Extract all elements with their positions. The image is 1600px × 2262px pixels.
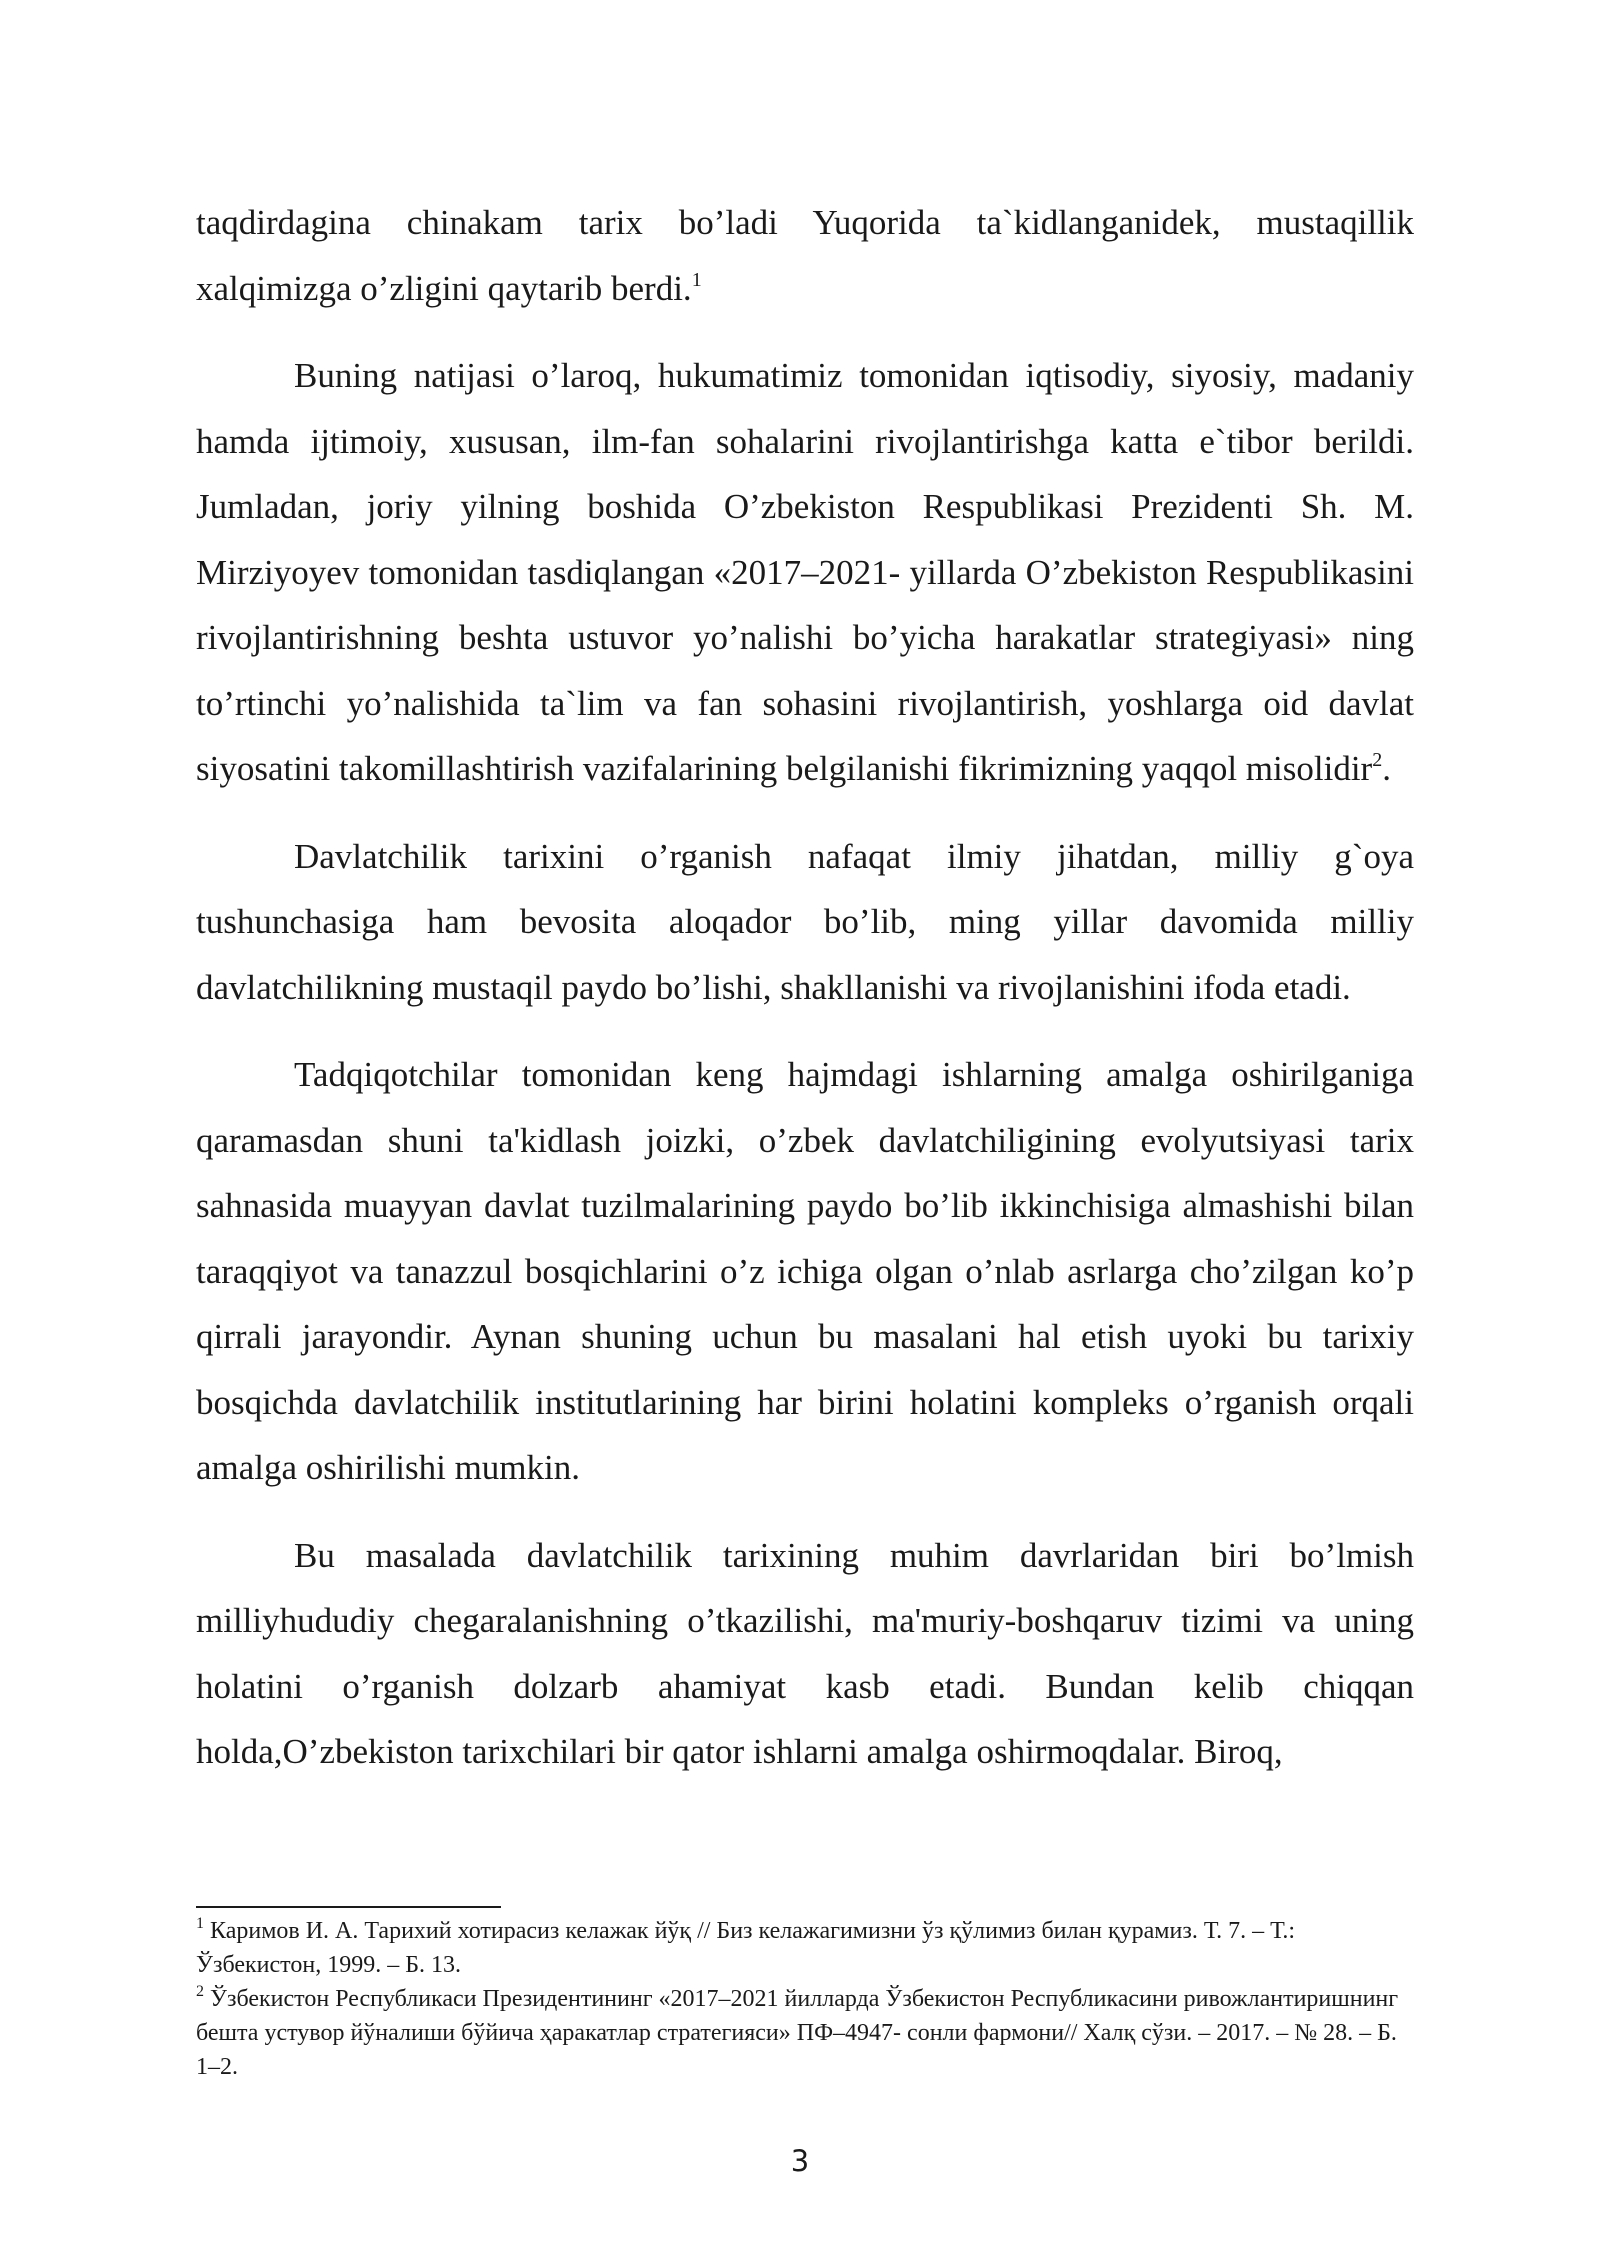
paragraph-1-text: taqdirdagina chinakam tarix bo’ladi Yuqorida ta`kidlanganidek, mustaqillik xalqimizga o’zligini qaytarib berdi. [196, 203, 1414, 308]
paragraph-2-text: Buning natijasi o’laroq, hukumatimiz tomonidan iqtisodiy, siyosiy, madaniy hamda ijtimoiy, xususan, ilm-fan sohalarini rivojlantirishga katta e`tibor berildi. Jumladan, joriy yilning boshida O’zbekiston Respublikasi Prezidenti Sh. M. Mirziyoyev tomonidan tasdiqlangan «2017–2021- yillarda O’zbekiston Respublikasini rivojlantirishning beshta ustuvor yo’nalishi bo’yicha harakatlar strategiyasi» ning to’rtinchi yo’nalishida ta`lim va fan sohasini rivojlantirish, yoshlarga oid davlat siyosatini takomillashtirish vazifalarining belgilanishi fikrimizning yaqqol misolidir [196, 356, 1414, 788]
footnote-ref-1[interactable]: 1 [691, 268, 702, 291]
paragraph-5: Bu masalada davlatchilik tarixining muhim davrlaridan biri bo’lmish milliyhududiy chegaralanishning o’tkazilishi, ma'muriy-boshqaruv tizimi va uning holatini o’rganish dolzarb ahamiyat kasb etadi. Bundan kelib chiqqan holda,O’zbekiston tarixchilari bir qator ishlarni amalga oshirmoqdalar. Biroq, [196, 1535, 1414, 1771]
footnote-2-number: 2 [196, 1983, 204, 2000]
footnote-separator [196, 1906, 501, 1908]
paragraph-2-end: . [1382, 749, 1391, 788]
footnote-2 [196, 1982, 1414, 2084]
page-number: 3 [790, 2144, 810, 2178]
paragraph-1 [196, 190, 1414, 321]
footnote-ref-2[interactable]: 2 [1372, 749, 1383, 771]
footnote-1 [196, 1914, 1414, 1982]
footnote-1-number: 1 [196, 1915, 204, 1932]
paragraph-4: Tadqiqotchilar tomonidan keng hajmdagi ishlarning amalga oshirilganiga qaramasdan shuni ta'kidlash joizki, o’zbek davlatchiligining evolyutsiyasi tarix sahnasida muayyan davlat tuzilmalarining paydo bo’lib ikkinchisiga almashishi bilan taraqqiyot va tanazzul bosqichlarini o’z ichiga olgan o’nlab asrlarga cho’zilgan ko’p qirrali jarayondir. Aynan shuning uchun bu masalani hal etish uyoki bu tarixiy bosqichda davlatchilik institutlarining har birini holatini kompleks o’rganish orqali amalga oshirilishi mumkin. [196, 1055, 1414, 1487]
footnote-1-text: Каримов И. А. Тарихий хотирасиз келажак йўқ // Биз келажагимизни ўз қўлимиз билан қурамиз. Т. 7. – Т.: Ўзбекистон, 1999. – Б. 13. [196, 1918, 1296, 1978]
paragraph-3: Davlatchilik tarixini o’rganish nafaqat ilmiy jihatdan, milliy g`oya tushunchasiga ham bevosita aloqador bo’lib, ming yillar davomida milliy davlatchilikning mustaqil paydo bo’lishi, shakllanishi va rivojlanishini ifoda etadi. [196, 836, 1414, 1007]
document-body [196, 190, 1414, 1807]
footnote-2-text: Ўзбекистон Республикаси Президентининг «2017–2021 йилларда Ўзбекистон Республикасини ривожлантиришнинг бешта устувор йўналиши бўйича ҳаракатлар стратегияси» ПФ–4947- сонли фармони// Халқ сўзи. – 2017. – № 28. – Б. 1–2. [196, 1986, 1399, 2080]
footnotes [196, 1914, 1414, 2084]
paragraph-2 [196, 343, 1414, 802]
